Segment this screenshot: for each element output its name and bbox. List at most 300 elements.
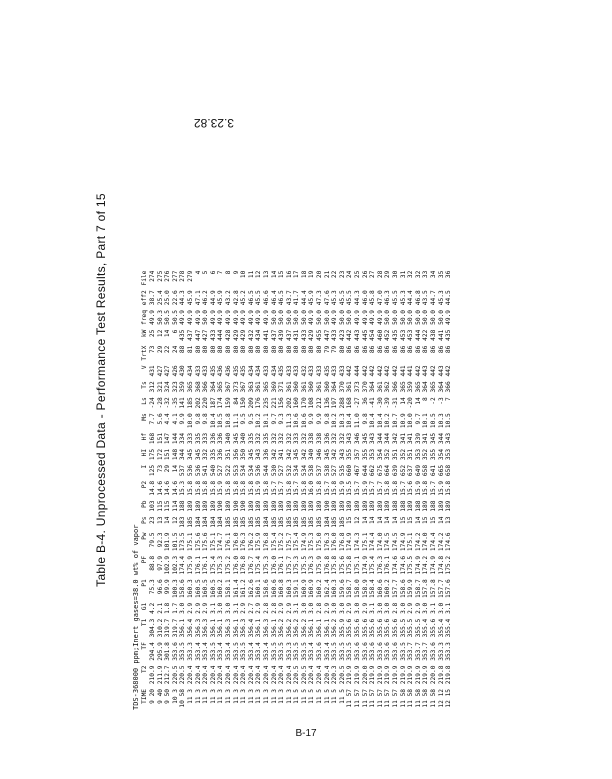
table-cell: 340 — [240, 432, 248, 445]
column-header: T1 — [141, 618, 149, 627]
table-cell: 11 57 — [369, 688, 377, 708]
table-cell: 25 — [354, 270, 362, 279]
table-cell: 14.8 — [149, 480, 156, 496]
table-cell: 536 — [194, 464, 202, 477]
column-header: HI — [141, 448, 149, 457]
table-cell: 16 — [285, 270, 293, 279]
table-cell: 46.8 — [414, 290, 422, 306]
table-cell: 536 — [186, 464, 194, 477]
table-cell: 10.2 — [384, 413, 392, 429]
table-cell: 44.5 — [445, 290, 453, 306]
table-cell: 14 — [369, 516, 377, 524]
table-cell: 174.4 — [429, 532, 437, 552]
table-cell: 22.6 — [171, 290, 179, 306]
table-cell: 147 — [164, 432, 172, 445]
table-cell: 353.6 — [384, 642, 392, 661]
table-cell: 15.7 — [376, 480, 384, 496]
table-cell: 433 — [331, 365, 339, 377]
table-cell: 202 — [285, 397, 293, 409]
table-cell: 220.4 — [285, 665, 293, 685]
table-cell: 359 — [179, 381, 187, 393]
table-cell: 174 — [217, 397, 225, 409]
table-row — [392, 268, 400, 710]
table-cell: 220.4 — [209, 665, 217, 685]
table-cell: 14 — [392, 516, 399, 524]
table-cell: 444 — [414, 329, 422, 341]
table-cell: 11 3 — [247, 688, 255, 704]
table-cell: 442 — [445, 365, 453, 377]
table-cell: 433 — [300, 329, 308, 341]
table-cell: 73 — [149, 345, 156, 354]
table-cell: 16.0 — [308, 480, 316, 496]
table-cell: 353.6 — [376, 642, 384, 661]
table-cell: 353.5 — [338, 642, 346, 661]
table-cell: 189 — [376, 500, 384, 512]
table-cell: 356.3 — [194, 618, 202, 638]
table-cell: 353.4 — [202, 642, 210, 661]
table-cell: 14 — [414, 397, 422, 405]
table-cell: 20 — [316, 270, 324, 279]
table-cell: 658 — [445, 464, 453, 477]
table-cell: 276 — [164, 270, 172, 282]
column-header: TIME — [141, 688, 149, 704]
table-cell: 364 — [422, 381, 430, 393]
table-cell: 353.4 — [247, 642, 255, 661]
table-cell: 353.4 — [217, 642, 225, 661]
table-cell: 355.6 — [376, 618, 384, 638]
table-cell: 88.8 — [149, 555, 156, 571]
table-cell: 80 — [255, 345, 263, 354]
table-cell: 10.1 — [262, 413, 270, 429]
table-cell: 353.4 — [255, 642, 263, 661]
table-cell: 80 — [300, 345, 308, 354]
table-cell: 3.1 — [369, 602, 377, 614]
table-cell: 160.5 — [209, 579, 217, 598]
table-cell: 368 — [194, 381, 202, 393]
table-cell: 220.4 — [262, 665, 270, 685]
table-cell: 432 — [300, 365, 308, 377]
table-cell: 336 — [217, 448, 225, 461]
table-cell: 10.4 — [376, 413, 384, 429]
table-cell: 427 — [156, 365, 164, 377]
table-cell: 36 — [445, 270, 453, 279]
table-cell: 353.6 — [316, 642, 324, 661]
table-cell: 11 58 — [407, 688, 415, 708]
table-cell: 108 — [308, 397, 316, 409]
table-cell: 321 — [156, 381, 164, 393]
table-cell: 10.6 — [293, 413, 301, 429]
table-cell: 212 — [316, 397, 324, 409]
table-header-row — [141, 268, 149, 710]
table-cell: 353.5 — [346, 642, 354, 661]
table-cell: 125 — [149, 464, 156, 477]
table-cell: 333 — [293, 432, 301, 445]
table-cell: 356.2 — [293, 618, 301, 638]
table-cell: 141 — [179, 397, 187, 409]
table-cell: 341 — [407, 432, 415, 445]
table-cell: 115 — [156, 500, 164, 512]
table-cell: 99.9 — [164, 579, 172, 595]
table-cell: 159 — [224, 397, 232, 409]
table-cell: 355 — [346, 448, 354, 461]
table-cell: 175 — [149, 448, 156, 461]
table-cell: 80 — [232, 345, 240, 354]
table-cell: 355.5 — [414, 618, 422, 638]
table-cell: 9 20 — [149, 688, 156, 704]
table-cell: 434 — [255, 365, 263, 377]
table-cell: 86 — [354, 345, 362, 354]
table-cell: 332 — [202, 448, 210, 461]
table-cell: 30 — [392, 270, 399, 279]
table-cell: 80 — [278, 345, 286, 354]
table-cell: 174.2 — [414, 532, 422, 552]
table-row — [149, 268, 157, 710]
table-cell: 15.3 — [179, 480, 187, 496]
table-cell: 49.9 — [255, 310, 263, 325]
table-cell: 80 — [224, 345, 232, 354]
table-cell: 41.7 — [293, 290, 301, 306]
table-cell: 220.4 — [224, 665, 232, 685]
table-cell: 365 — [399, 381, 407, 393]
table-row — [384, 268, 392, 710]
column-header: TF — [141, 642, 149, 650]
table-cell: 9.8 — [323, 413, 331, 425]
table-cell: 220.4 — [194, 665, 202, 685]
table-cell: 157.7 — [392, 579, 399, 598]
table-cell: 345 — [232, 432, 240, 445]
column-header: Pw — [141, 532, 149, 540]
table-cell: 644 — [361, 464, 369, 477]
table-cell: 15.6 — [407, 480, 415, 496]
table-cell: 7 — [445, 397, 453, 402]
table-cell: 433 — [331, 329, 339, 341]
table-cell: 190 — [217, 500, 225, 512]
table-cell: 345 — [194, 448, 202, 461]
table-cell: 160.2 — [217, 579, 225, 598]
table-cell: 189 — [308, 500, 316, 512]
table-cell: 80 — [194, 345, 202, 354]
table-cell: 356.1 — [255, 618, 263, 638]
table-row — [301, 268, 309, 710]
table-cell: 49.9 — [217, 310, 225, 325]
table-cell: 436 — [217, 365, 225, 377]
table-cell: 353.4 — [262, 642, 270, 661]
table-cell: 350 — [240, 448, 248, 461]
table-cell: 433 — [209, 329, 217, 341]
table-cell: 10.0 — [186, 413, 194, 429]
table-cell: 355.4 — [422, 618, 430, 638]
table-cell: 157.7 — [437, 579, 445, 598]
table-cell: 279 — [186, 270, 194, 282]
table-row — [233, 268, 241, 710]
table-cell: 9.3 — [278, 413, 286, 425]
table-cell: 332 — [300, 432, 308, 445]
table-cell: 86 — [437, 345, 445, 354]
table-cell: 189 — [247, 500, 255, 512]
table-cell: 444 — [217, 329, 225, 341]
table-cell: 50.5 — [164, 310, 172, 325]
table-cell: 2.8 — [262, 602, 270, 614]
table-cell: 11 57 — [346, 688, 354, 708]
table-cell: 33 — [422, 270, 430, 279]
table-cell: 86 — [392, 345, 399, 354]
table-cell: 79.5 — [149, 532, 156, 548]
table-cell: 80 — [270, 345, 278, 354]
table-cell: 2.8 — [270, 602, 278, 614]
table-cell: 15.8 — [300, 480, 308, 496]
table-cell: 534 — [240, 464, 248, 477]
table-cell: 49.9 — [186, 310, 194, 325]
table-cell: 639 — [392, 464, 399, 477]
table-cell: 3.1 — [293, 602, 301, 614]
table-cell: 356.1 — [232, 618, 240, 638]
table-cell: 80 — [247, 345, 255, 354]
table-cell: 175.1 — [186, 532, 194, 552]
table-cell: 2.8 — [392, 602, 399, 614]
table-cell: 15.8 — [202, 480, 210, 496]
table-row — [286, 268, 294, 710]
table-cell: 344 — [179, 448, 187, 461]
table-cell: 9.5 — [240, 413, 248, 425]
table-cell: 15.9 — [217, 480, 225, 496]
table-cell: 88 — [179, 345, 187, 354]
table-cell: 14.6 — [164, 480, 172, 496]
table-cell: 11 5 — [338, 688, 346, 704]
table-cell: 174.6 — [445, 532, 453, 552]
table-cell: 38.7 — [149, 290, 156, 306]
table-cell: 220.0 — [429, 665, 437, 685]
table-cell: 189 — [285, 500, 293, 512]
table-cell: 353 — [414, 448, 422, 461]
table-cell: 73 — [156, 464, 164, 473]
table-cell: 10.8 — [224, 413, 232, 429]
table-cell: 185 — [278, 516, 286, 528]
table-cell: 11 57 — [376, 688, 384, 708]
table-cell: 176.1 — [224, 532, 232, 552]
table-cell: 175.1 — [407, 532, 415, 552]
table-cell: 175.8 — [331, 555, 339, 575]
table-cell: 433 — [293, 365, 301, 377]
table-cell: 361 — [376, 381, 384, 393]
table-cell: 13 — [445, 516, 453, 524]
table-row — [407, 268, 415, 710]
table-cell: 356.4 — [186, 618, 194, 638]
table-cell: 50.0 — [338, 310, 346, 325]
table-cell: 175.3 — [217, 555, 225, 575]
table-cell: 364 — [369, 381, 377, 393]
table-cell: 176.0 — [331, 532, 339, 552]
table-cell: -35 — [171, 397, 179, 409]
table-cell: 185 — [186, 516, 194, 528]
table-cell: 15.8 — [384, 480, 392, 496]
table-cell: 159.6 — [338, 579, 346, 598]
table-cell: 190 — [232, 500, 240, 512]
table-cell: 175.4 — [255, 555, 263, 575]
table-cell: 443 — [437, 365, 445, 377]
table-cell: 356.3 — [240, 618, 248, 638]
table-cell: 10.6 — [300, 413, 308, 429]
table-row — [362, 268, 370, 710]
table-cell: 174.9 — [429, 555, 437, 575]
table-cell: 342 — [270, 448, 278, 461]
table-cell: 442 — [369, 365, 377, 377]
table-cell: 10.5 — [445, 413, 453, 429]
table-cell: 443 — [422, 365, 430, 377]
table-cell: 11.3 — [285, 413, 293, 429]
table-cell: 11 3 — [232, 688, 240, 704]
table-cell: 176.1 — [202, 555, 210, 575]
table-cell: 184 — [217, 516, 225, 528]
table-cell: 25 — [149, 329, 156, 338]
table-cell: 220.4 — [316, 665, 324, 685]
table-cell: 361 — [285, 381, 293, 393]
table-cell: 11 3 — [186, 688, 194, 704]
table-cell: 9.9 — [179, 413, 187, 425]
table-cell: 185 — [338, 516, 346, 528]
table-cell: 46.5 — [278, 290, 286, 306]
table-cell: 342 — [392, 432, 399, 445]
table-cell: 3.1 — [429, 602, 437, 614]
table-cell: 49.9 — [240, 310, 248, 325]
table-cell: 50.0 — [414, 310, 422, 325]
table-cell: 433 — [338, 365, 346, 377]
table-cell: 3.0 — [217, 602, 225, 614]
table-cell: 343 — [445, 432, 453, 445]
table-cell: 356.1 — [270, 618, 278, 638]
table-cell: 3.0 — [224, 602, 232, 614]
table-cell: 301.8 — [164, 642, 172, 661]
table-cell: 92.3 — [156, 532, 164, 548]
table-cell: 15.7 — [323, 480, 331, 496]
table-cell: 185 — [308, 516, 316, 528]
table-cell: 12 — [171, 516, 179, 524]
table-cell: 352 — [399, 448, 407, 461]
table-cell: 45.3 — [331, 290, 339, 306]
table-cell: 15.8 — [186, 480, 194, 496]
table-cell: 49.9 — [224, 310, 232, 325]
table-cell: 15.8 — [224, 480, 232, 496]
table-cell: 174.3 — [354, 532, 362, 552]
table-cell: -27 — [354, 397, 362, 409]
table-cell: 176.1 — [384, 555, 392, 575]
table-cell: 47.0 — [376, 290, 384, 306]
table-cell: 432 — [247, 329, 255, 341]
table-cell: 49.9 — [247, 310, 255, 325]
table-cell: 433 — [316, 365, 324, 377]
table-cell: 101.5 — [171, 532, 179, 552]
table-cell: 49.9 — [376, 310, 384, 325]
table-cell: 319.7 — [164, 618, 172, 638]
table-cell: 429 — [308, 329, 316, 341]
table-cell: 158.6 — [399, 579, 407, 598]
table-cell: 220.4 — [217, 665, 225, 685]
table-cell: 9 50 — [164, 688, 172, 704]
table-cell: 11 3 — [285, 688, 293, 704]
table-cell: 45.8 — [369, 290, 377, 306]
table-cell: 158.7 — [346, 579, 354, 598]
table-cell: 434 — [255, 329, 263, 341]
table-row — [400, 268, 408, 710]
table-cell: 80 — [262, 345, 270, 354]
table-cell: 324 — [164, 381, 172, 393]
table-cell: 453 — [407, 329, 415, 341]
table-cell: 189 — [361, 500, 369, 512]
table-cell: 538 — [323, 464, 331, 477]
table-cell: 50.0 — [346, 310, 354, 325]
table-cell: 355.4 — [445, 618, 453, 638]
table-cell: 433 — [285, 365, 293, 377]
table-row — [377, 268, 385, 710]
table-cell: 220.4 — [202, 665, 210, 685]
table-cell: 50.0 — [437, 310, 445, 325]
table-cell: 176.0 — [232, 555, 240, 575]
table-cell: 25.0 — [164, 290, 172, 306]
table-cell: 444 — [354, 365, 362, 377]
table-cell: 50.0 — [429, 310, 437, 325]
table-cell: 175.6 — [194, 532, 202, 552]
table-cell: 332 — [278, 432, 286, 445]
table-cell: 431 — [149, 365, 156, 377]
table-cell: 15.7 — [278, 480, 286, 496]
table-cell: 18 — [300, 270, 308, 279]
table-row — [346, 268, 354, 710]
table-cell: 355 — [429, 448, 437, 461]
table-cell: 355.5 — [407, 618, 415, 638]
table-cell: 15.9 — [338, 480, 346, 496]
table-cell: 527 — [331, 464, 339, 477]
table-cell: 189 — [300, 500, 308, 512]
table-cell: 157.8 — [422, 579, 430, 598]
table-cell: 11 57 — [392, 688, 399, 708]
table-cell: 22 — [164, 345, 172, 354]
table-cell: 160.2 — [316, 579, 324, 598]
table-cell: 86 — [445, 345, 453, 354]
table-cell: 356.2 — [331, 618, 339, 638]
table-cell: 356.1 — [323, 618, 331, 638]
table-row — [271, 268, 279, 710]
table-cell: 31 — [399, 270, 407, 279]
table-cell: -24 — [149, 397, 156, 409]
table-cell: 441 — [399, 365, 407, 377]
table-cell: -20 — [407, 397, 415, 409]
table-cell: 50.3 — [156, 310, 164, 325]
table-cell: 4.2 — [149, 602, 156, 614]
table-cell: 115 — [164, 500, 172, 512]
table-cell: 151 — [156, 432, 164, 445]
table-cell: 345 — [323, 448, 331, 461]
table-cell: 176 — [255, 397, 263, 409]
table-cell: 219.8 — [445, 665, 453, 685]
table-cell: 45.3 — [399, 290, 407, 306]
table-cell: 537 — [179, 464, 187, 477]
table-cell: 366 — [392, 381, 399, 393]
table-cell: 538 — [308, 464, 316, 477]
table-cell: 3.0 — [376, 602, 384, 614]
table-cell: 12 — [156, 329, 164, 338]
table-cell: 11 3 — [194, 688, 202, 704]
table-cell: -32 — [164, 397, 172, 409]
table-cell: 43.7 — [285, 290, 293, 306]
table-cell: 185 — [300, 516, 308, 528]
table-cell: 45.2 — [240, 290, 248, 306]
table-cell: 45.5 — [346, 290, 354, 306]
table-cell: 353.5 — [232, 642, 240, 661]
column-header: Pb — [141, 500, 149, 508]
table-cell: 28 — [376, 270, 384, 279]
table-cell: 220.5 — [171, 665, 179, 685]
margin-note-date: 3.23.82 — [193, 116, 234, 130]
column-header: PF — [141, 555, 149, 564]
